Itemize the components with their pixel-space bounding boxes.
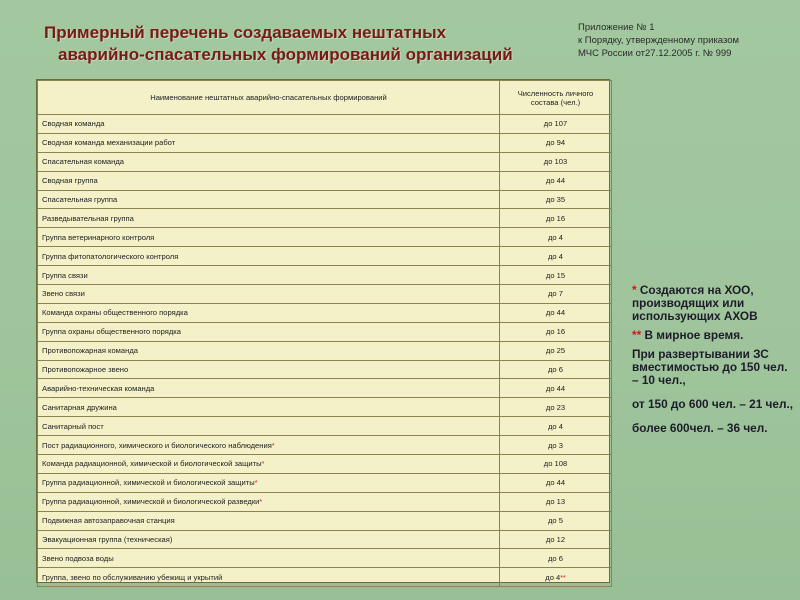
footnote-mark: * — [254, 480, 258, 488]
formation-name: Спасательная команда — [42, 157, 124, 167]
formation-name: Звено связи — [42, 289, 85, 299]
formation-name: Сводная команда механизации работ — [42, 138, 176, 148]
formation-name-cell — [38, 266, 500, 285]
personnel-count: до 44 — [545, 478, 566, 488]
table-row — [38, 228, 612, 247]
formation-name: Группа, звено по обслуживанию убежищ и укрытий — [42, 572, 223, 582]
formation-name-cell — [38, 209, 500, 228]
personnel-count-cell — [500, 152, 612, 171]
personnel-count-cell — [500, 379, 612, 398]
table-row — [38, 322, 612, 341]
personnel-count: до 5 — [548, 516, 563, 526]
personnel-count-cell — [500, 398, 612, 417]
formation-name-cell — [38, 473, 500, 492]
formation-name-cell — [38, 115, 500, 134]
personnel-count-cell — [500, 341, 612, 360]
table-row — [38, 530, 612, 549]
table-body — [38, 115, 612, 587]
personnel-count: до 44 — [545, 176, 566, 186]
formation-name: Сводная группа — [42, 176, 98, 186]
formations-table-container — [36, 79, 610, 583]
formation-name: Аварийно-техническая команда — [42, 383, 155, 393]
table-row — [38, 492, 612, 511]
appendix-line-3: МЧС России от27.12.2005 г. № 999 — [578, 48, 732, 59]
personnel-count-cell — [500, 115, 612, 134]
note-shelter-over-600: более 600чел. – 36 чел. — [632, 421, 768, 435]
personnel-count-cell — [500, 190, 612, 209]
formation-name: Пост радиационного, химического и биологического наблюдения — [42, 440, 272, 450]
footnote-mark: ** — [560, 574, 566, 582]
notes-panel — [632, 284, 794, 441]
personnel-count-cell — [500, 455, 612, 474]
personnel-count: до 35 — [545, 195, 566, 204]
table-row — [38, 511, 612, 530]
formation-name: Группа связи — [42, 270, 88, 280]
personnel-count: до 6 — [548, 553, 563, 563]
personnel-count: до 107 — [543, 119, 568, 129]
formation-name-cell — [38, 322, 500, 341]
formation-name: Группа ветеринарного контроля — [42, 232, 155, 242]
formation-name: Санитарная дружина — [42, 402, 117, 412]
personnel-count-cell — [500, 473, 612, 492]
table-row — [38, 379, 612, 398]
personnel-count-cell — [500, 492, 612, 511]
table-row — [38, 417, 612, 436]
appendix-line-2: к Порядку, утвержденному приказом — [578, 35, 740, 46]
formation-name: Группа радиационной, химической и биологической защиты — [42, 478, 255, 488]
note-peacetime — [632, 329, 794, 342]
note-text-2: В мирное время. — [641, 328, 744, 342]
table-row — [38, 247, 612, 266]
formation-name-cell — [38, 228, 500, 247]
formation-name: Группа фитопатологического контроля — [42, 251, 179, 261]
personnel-count: до 12 — [545, 535, 566, 545]
formation-name: Группа охраны общественного порядка — [42, 327, 182, 337]
table-row — [38, 209, 612, 228]
personnel-count: до 94 — [545, 138, 566, 148]
personnel-count: до 15 — [545, 270, 566, 280]
personnel-count-cell — [500, 417, 612, 436]
formation-name-cell — [38, 247, 500, 266]
table-row — [38, 436, 612, 455]
personnel-count-cell — [500, 171, 612, 190]
personnel-count: до 13 — [545, 497, 566, 507]
personnel-count-cell — [500, 303, 612, 322]
page-title — [44, 22, 564, 66]
note-chemical — [632, 284, 794, 323]
table-row — [38, 398, 612, 417]
note-shelter-150: При развертывании ЗС вместимостью до 150 чел. – 10 чел., — [632, 347, 788, 387]
personnel-count-cell — [500, 549, 612, 568]
formation-name-cell — [38, 398, 500, 417]
personnel-count-cell — [500, 228, 612, 247]
formation-name-cell — [38, 190, 500, 209]
table-row — [38, 455, 612, 474]
personnel-count: до 23 — [545, 402, 566, 412]
formation-name-cell — [38, 360, 500, 379]
personnel-count: до 4 — [548, 421, 563, 431]
personnel-count-cell — [500, 209, 612, 228]
personnel-count-cell — [500, 266, 612, 285]
formation-name: Команда радиационной, химической и биологической защиты — [42, 459, 262, 469]
footnote-mark: * — [271, 442, 275, 450]
formation-name-cell — [38, 530, 500, 549]
personnel-count: до 3 — [548, 440, 563, 450]
formation-name: Сводная команда — [42, 119, 105, 129]
personnel-count-cell — [500, 247, 612, 266]
table-row — [38, 568, 612, 587]
formation-name-cell — [38, 133, 500, 152]
title-line-2: аварийно-спасательных формирований организаций — [58, 45, 513, 64]
formation-name-cell — [38, 171, 500, 190]
table-row — [38, 360, 612, 379]
note-shelter-600: от 150 до 600 чел. – 21 чел., — [632, 397, 794, 411]
personnel-count-cell — [500, 360, 612, 379]
table-row — [38, 266, 612, 285]
personnel-count: до 6 — [548, 365, 563, 375]
personnel-count-cell — [500, 133, 612, 152]
formation-name-cell — [38, 303, 500, 322]
formation-name: Группа радиационной, химической и биологической разведки — [42, 497, 260, 507]
personnel-count: до 4 — [548, 232, 563, 242]
header-name: Наименование нештатных аварийно-спасательных формирований — [38, 81, 500, 115]
title-line-1: Примерный перечень создаваемых нештатных — [44, 23, 447, 42]
formation-name: Разведывательная группа — [42, 213, 134, 223]
personnel-count-cell — [500, 285, 612, 304]
formation-name-cell — [38, 341, 500, 360]
formation-name: Подвижная автозаправочная станция — [42, 516, 175, 526]
personnel-count: до 44 — [545, 308, 566, 318]
formation-name: Спасательная группа — [42, 195, 118, 204]
personnel-count-cell — [500, 530, 612, 549]
personnel-count: до 103 — [543, 157, 568, 167]
formation-name: Звено подвоза воды — [42, 553, 114, 563]
table-row — [38, 303, 612, 322]
formations-table — [37, 80, 612, 587]
formation-name: Противопожарное звено — [42, 365, 129, 375]
personnel-count: до 25 — [545, 346, 566, 356]
personnel-count-cell — [500, 568, 612, 587]
formation-name-cell — [38, 436, 500, 455]
formation-name-cell — [38, 285, 500, 304]
table-row — [38, 549, 612, 568]
personnel-count: до 7 — [548, 289, 563, 299]
personnel-count-cell — [500, 436, 612, 455]
formation-name-cell — [38, 417, 500, 436]
table-row — [38, 285, 612, 304]
personnel-count: до 16 — [545, 327, 566, 337]
table-row — [38, 171, 612, 190]
personnel-count: до 108 — [543, 459, 568, 469]
formation-name: Противопожарная команда — [42, 346, 138, 356]
formation-name: Санитарный пост — [42, 421, 104, 431]
personnel-count: до 44 — [545, 383, 566, 393]
table-row — [38, 190, 612, 209]
formation-name: Эвакуационная группа (техническая) — [42, 535, 173, 545]
formation-name-cell — [38, 492, 500, 511]
table-row — [38, 115, 612, 134]
formation-name-cell — [38, 511, 500, 530]
formation-name-cell — [38, 152, 500, 171]
appendix-line-1: Приложение № 1 — [578, 22, 655, 33]
note-star-2: ** — [632, 328, 642, 342]
personnel-count-cell — [500, 511, 612, 530]
personnel-count-cell — [500, 322, 612, 341]
personnel-count: до 4 — [545, 572, 561, 582]
personnel-count: до 16 — [545, 213, 566, 223]
table-header-row — [38, 81, 612, 115]
personnel-count: до 4 — [548, 251, 563, 261]
formation-name-cell — [38, 379, 500, 398]
header-count: Численность личного состава (чел.) — [500, 81, 612, 115]
note-text-1: Создаются на ХОО, производящих или использующих АХОВ — [632, 283, 758, 323]
table-row — [38, 152, 612, 171]
formation-name-cell — [38, 455, 500, 474]
note-star-1: * — [632, 283, 637, 297]
appendix-reference — [578, 21, 788, 60]
table-row — [38, 133, 612, 152]
formation-name: Команда охраны общественного порядка — [42, 308, 188, 318]
table-row — [38, 341, 612, 360]
formation-name-cell — [38, 568, 500, 587]
table-row — [38, 473, 612, 492]
footnote-mark: * — [261, 461, 265, 469]
formation-name-cell — [38, 549, 500, 568]
footnote-mark: * — [259, 499, 263, 507]
